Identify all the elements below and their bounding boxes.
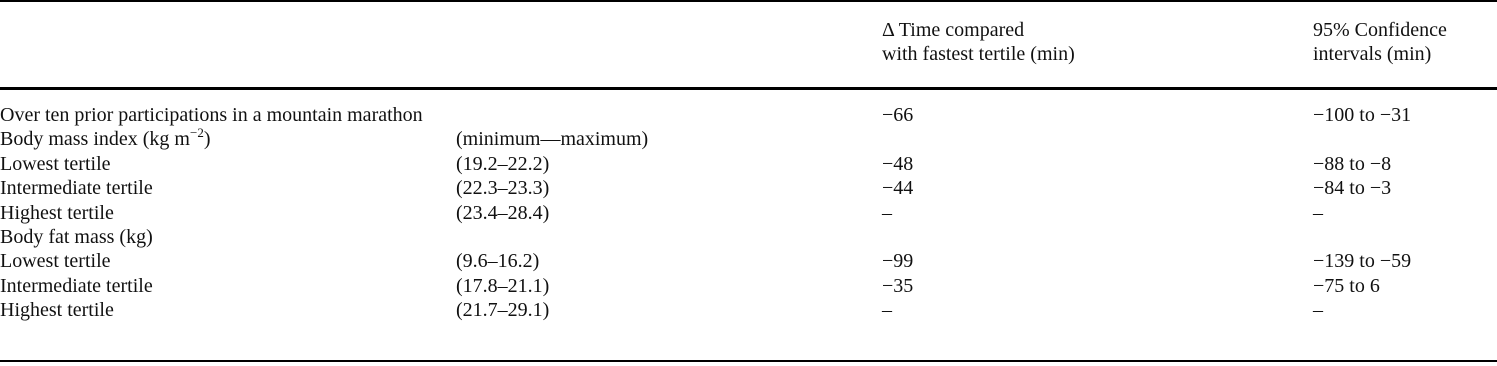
header-delta-line2: with fastest tertile (min): [882, 43, 1075, 65]
row-range: (17.8–21.1): [456, 274, 550, 297]
table-row: [0, 124, 1497, 151]
row-delta: −44: [882, 177, 914, 200]
table-top-rule: [0, 0, 1497, 2]
table-row: [0, 274, 1497, 298]
row-label-superscript: −2: [190, 124, 204, 140]
row-range: (21.7–29.1): [456, 299, 550, 322]
table-row: [0, 298, 1497, 322]
row-ci: −75 to 6: [1313, 274, 1380, 297]
row-ci: −88 to −8: [1313, 152, 1392, 175]
row-label: [0, 124, 211, 151]
row-delta: −99: [882, 250, 914, 273]
table-body: [0, 103, 1497, 323]
row-label: Intermediate tertile: [0, 274, 153, 297]
table-row: [0, 176, 1497, 200]
row-range: (9.6–16.2): [456, 250, 540, 273]
row-ci: −100 to −31: [1313, 104, 1412, 126]
table-row: [0, 249, 1497, 273]
table-row: [0, 152, 1497, 176]
row-label: Highest tertile: [0, 299, 114, 322]
row-label: Lowest tertile: [0, 250, 111, 273]
row-delta: −35: [882, 274, 914, 297]
row-label: Highest tertile: [0, 201, 114, 224]
row-ci: −139 to −59: [1313, 250, 1412, 273]
row-ci: –: [1313, 299, 1323, 322]
table-row: [0, 225, 1497, 249]
row-delta: −48: [882, 152, 914, 175]
row-label: Body fat mass (kg): [0, 225, 153, 248]
row-range: (22.3–23.3): [456, 177, 550, 200]
row-delta: –: [882, 201, 892, 224]
row-ci: –: [1313, 201, 1323, 224]
row-label: Over ten prior participations in a mountain marathon: [0, 104, 423, 126]
row-label: Intermediate tertile: [0, 177, 153, 200]
row-range: (23.4–28.4): [456, 201, 550, 224]
header-separator-rule: [0, 87, 1497, 90]
table-row: [0, 201, 1497, 225]
row-ci: −84 to −3: [1313, 177, 1392, 200]
row-label-text: Body mass index (kg m: [0, 128, 190, 151]
header-delta-time: [882, 18, 1075, 66]
header-ci-line2: intervals (min): [1313, 43, 1432, 65]
row-delta: −66: [882, 104, 914, 126]
header-ci-line1: 95% Confidence: [1313, 19, 1447, 41]
row-range: (19.2–22.2): [456, 152, 550, 175]
row-delta: –: [882, 299, 892, 322]
row-range: (minimum—maximum): [456, 128, 649, 151]
row-label-tail: ): [203, 128, 211, 151]
row-label: Lowest tertile: [0, 152, 111, 175]
table-bottom-rule: [0, 360, 1497, 362]
header-confidence-intervals: [1313, 18, 1447, 66]
table-row: [0, 103, 1497, 127]
header-delta-line1: Δ Time compared: [882, 19, 1025, 41]
